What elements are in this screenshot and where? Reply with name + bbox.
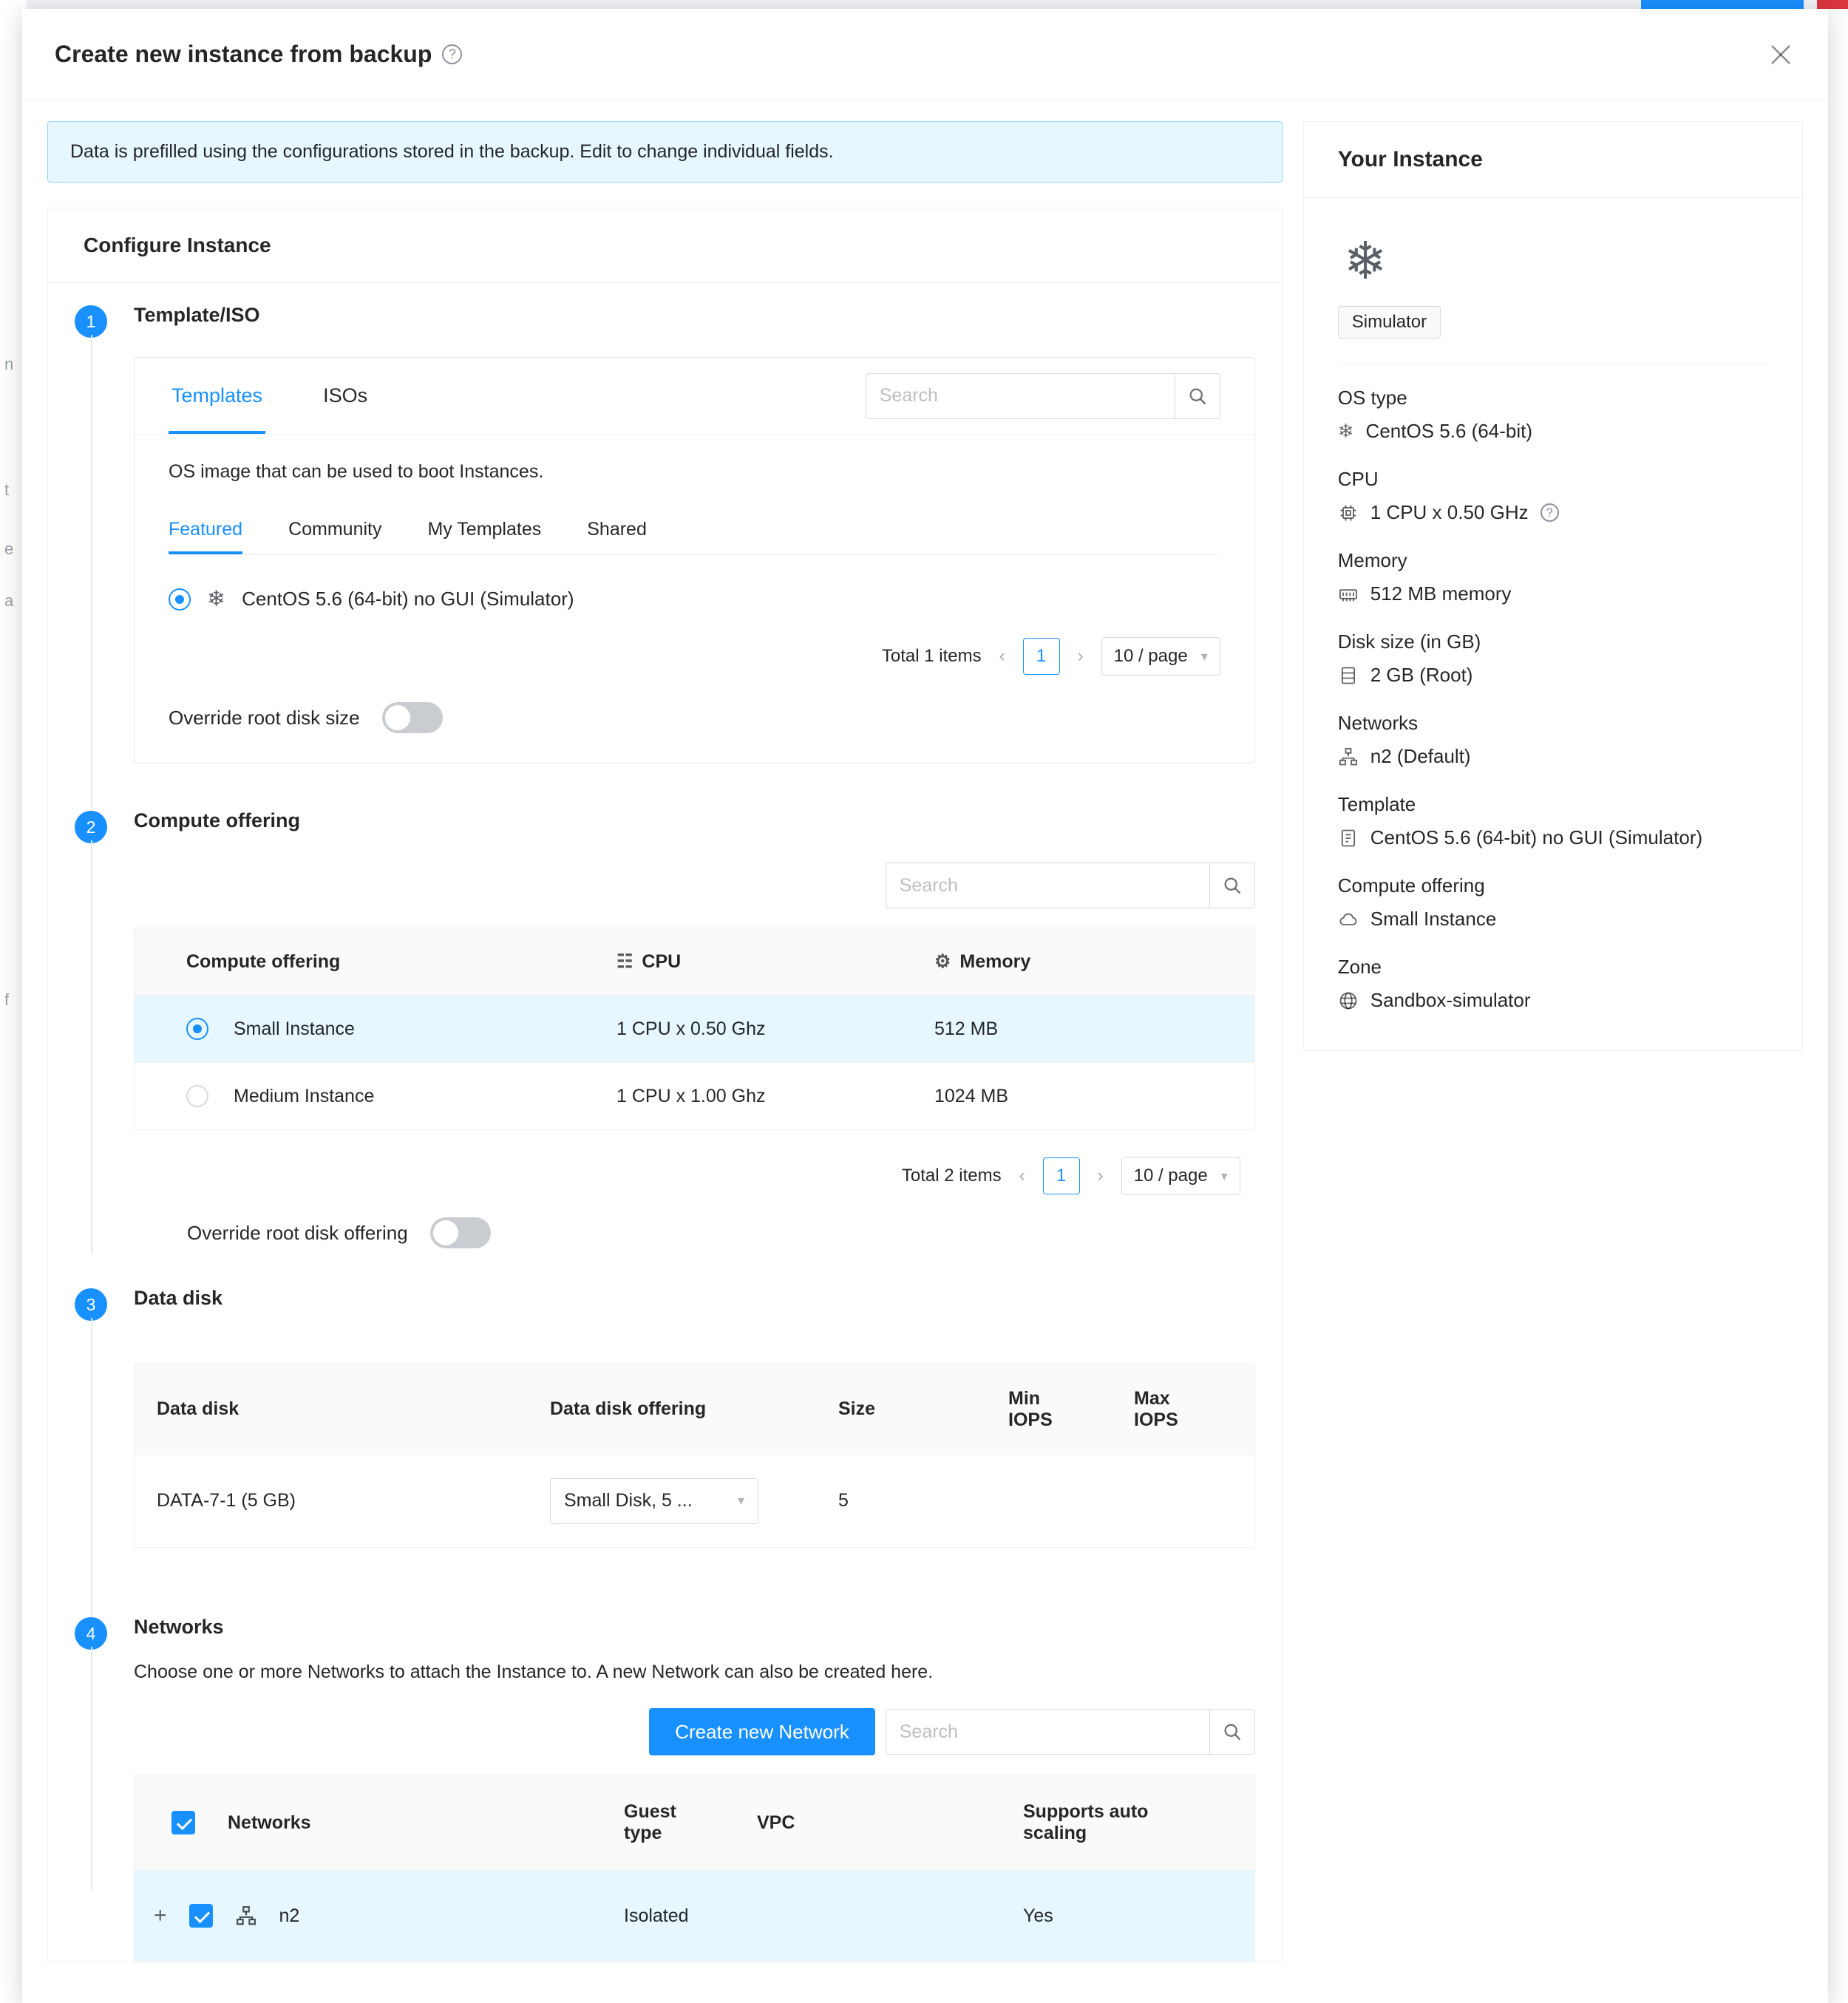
label-os-type: OS type — [1337, 387, 1407, 409]
col-memory-label: Memory — [959, 951, 1031, 972]
step-title-compute-offering: Compute offering — [134, 809, 300, 832]
label-networks: Networks — [1337, 712, 1419, 734]
cell-network-vpc — [741, 1871, 1007, 1962]
template-text: CentOS 5.6 (64-bit) no GUI (Simulator) — [1370, 826, 1703, 849]
compute-page-size-select[interactable] — [1121, 1157, 1240, 1195]
background-text: t — [4, 480, 10, 499]
cell-offering-cpu: 1 CPU x 0.50 Ghz — [600, 996, 918, 1063]
subtab-my-templates[interactable]: My Templates — [427, 519, 542, 540]
networks-table — [135, 1775, 1254, 1962]
disk-icon — [1338, 665, 1359, 686]
step-badge-2: 2 — [75, 811, 107, 843]
chevron-down-icon: ▾ — [1220, 1168, 1228, 1183]
background-right-strip — [1826, 0, 1848, 2003]
cell-data-disk-name: DATA-7-1 (5 GB) — [135, 1455, 534, 1548]
networks-search-input[interactable] — [886, 1709, 1209, 1755]
network-row-checkbox[interactable] — [189, 1904, 213, 1928]
compute-total-items: Total 2 items — [901, 1166, 1002, 1186]
your-instance-title: Your Instance — [1304, 122, 1802, 198]
chevron-down-icon: ▾ — [1200, 648, 1208, 664]
template-pagination — [169, 637, 1220, 676]
networks-description: Choose one or more Networks to attach the Instance to. A new Network can also be created here. — [134, 1662, 934, 1682]
step-connector — [91, 840, 92, 1254]
col-networks-label: Networks — [228, 1812, 311, 1833]
col-networks — [135, 1775, 608, 1871]
table-header-row — [135, 1364, 1254, 1455]
override-root-disk-size-row — [169, 702, 1220, 733]
cell-data-disk-max-iops — [1118, 1455, 1254, 1548]
template-total-items: Total 1 items — [881, 646, 982, 666]
cell-offering-cpu: 1 CPU x 1.00 Ghz — [600, 1063, 918, 1130]
label-cpu: CPU — [1337, 468, 1379, 490]
cpu-text: 1 CPU x 0.50 GHz — [1370, 501, 1529, 523]
disk-size-text: 2 GB (Root) — [1370, 664, 1473, 686]
value-disk-size — [1338, 664, 1768, 687]
override-root-disk-offering-row — [187, 1217, 1282, 1248]
cpu-icon: ☷ — [616, 951, 633, 972]
create-instance-modal — [22, 9, 1828, 2003]
subtab-featured[interactable]: Featured — [169, 505, 242, 554]
template-search-input[interactable] — [866, 373, 1175, 419]
template-page-1[interactable]: 1 — [1023, 638, 1060, 675]
background-text: a — [4, 591, 14, 610]
data-disk-section — [134, 1364, 1255, 1548]
compute-search-row — [134, 863, 1255, 908]
search-icon[interactable] — [1209, 863, 1255, 908]
compute-offering-radio[interactable] — [186, 1018, 208, 1040]
compute-offering-table — [135, 928, 1254, 1130]
modal-body — [22, 101, 1828, 1962]
label-disk-size: Disk size (in GB) — [1337, 630, 1481, 653]
col-cpu-label: CPU — [642, 951, 682, 972]
label-compute-offering: Compute offering — [1337, 874, 1485, 897]
compute-pagination — [134, 1157, 1240, 1195]
step-connector — [91, 1647, 92, 1891]
table-row[interactable] — [135, 996, 1254, 1063]
tab-templates[interactable]: Templates — [169, 358, 265, 434]
page-title: Create new instance from backup — [55, 41, 432, 67]
networks-actions — [134, 1708, 1255, 1755]
data-disk-table — [135, 1364, 1254, 1548]
table-header-row — [135, 1775, 1254, 1871]
value-zone — [1338, 989, 1768, 1012]
compute-offering-section — [134, 863, 1255, 1195]
expand-row-icon[interactable]: + — [154, 1903, 167, 1928]
memory-icon — [1338, 584, 1359, 605]
data-disk-table-wrap — [134, 1364, 1255, 1548]
col-guest-type: Guest type — [608, 1775, 741, 1871]
tab-isos[interactable]: ISOs — [323, 384, 368, 407]
template-option-label: CentOS 5.6 (64-bit) no GUI (Simulator) — [242, 588, 574, 610]
step-badge-4: 4 — [75, 1617, 107, 1650]
template-prev-page[interactable]: ‹ — [999, 646, 1005, 666]
step-connector — [91, 1318, 92, 1643]
configure-instance-column — [47, 121, 1283, 1962]
status-badge: Simulator — [1338, 306, 1441, 339]
cell-network-name[interactable] — [135, 1871, 608, 1962]
subtab-community[interactable]: Community — [288, 519, 382, 540]
table-row[interactable] — [135, 1871, 1254, 1962]
step-title-networks: Networks — [134, 1616, 224, 1638]
compute-search — [886, 863, 1255, 908]
your-instance-body — [1304, 198, 1802, 1050]
table-row — [135, 1455, 1254, 1548]
step-template-iso — [48, 283, 1282, 338]
zone-text: Sandbox-simulator — [1370, 989, 1531, 1011]
chevron-down-icon: ▾ — [737, 1493, 744, 1508]
configure-instance-header — [47, 208, 1283, 283]
template-tabs — [135, 358, 1254, 435]
network-name: n2 — [279, 1905, 300, 1926]
step-badge-1: 1 — [75, 305, 107, 338]
subtab-shared[interactable]: Shared — [587, 519, 647, 540]
template-search — [866, 373, 1220, 419]
background-top-close — [1817, 0, 1848, 9]
cell-network-auto-scaling: Yes — [1007, 1871, 1254, 1962]
template-description: OS image that can be used to boot Instances. — [169, 461, 544, 482]
your-instance-card — [1303, 121, 1803, 1051]
step-badge-3: 3 — [75, 1288, 107, 1321]
cell-offering-memory: 512 MB — [918, 996, 1254, 1063]
table-header-row — [135, 928, 1254, 996]
col-max-iops: Max IOPS — [1118, 1364, 1254, 1455]
col-memory — [918, 928, 1254, 996]
centos-icon: ❄ — [1343, 232, 1387, 290]
step-networks — [48, 1595, 1282, 1650]
template-next-page[interactable]: › — [1077, 646, 1084, 666]
compute-prev-page[interactable]: ‹ — [1019, 1166, 1025, 1186]
table-row[interactable] — [135, 1063, 1254, 1130]
memory-icon: ⚙ — [934, 951, 951, 972]
compute-search-input[interactable] — [886, 863, 1209, 908]
label-memory: Memory — [1337, 549, 1407, 571]
networks-select-all-checkbox[interactable] — [171, 1811, 195, 1834]
close-icon[interactable] — [1766, 40, 1796, 69]
background-text: e — [4, 540, 14, 558]
prefill-alert-text: Data is prefilled using the configurations stored in the backup. Edit to change individual fields. — [70, 141, 834, 162]
your-instance-column — [1303, 121, 1803, 1962]
configure-instance-title: Configure Instance — [84, 234, 271, 256]
compute-offering-name: Small Instance — [234, 1018, 355, 1039]
memory-text: 512 MB memory — [1370, 582, 1512, 605]
background-top-button — [1641, 0, 1804, 9]
override-root-disk-offering-toggle[interactable] — [430, 1217, 491, 1248]
background-text: n — [4, 355, 14, 373]
networks-section — [134, 1662, 1255, 1962]
cell-data-disk-offering — [534, 1455, 822, 1548]
col-data-disk: Data disk — [135, 1364, 534, 1455]
col-vpc: VPC — [741, 1775, 1007, 1871]
label-template: Template — [1337, 793, 1416, 815]
value-template — [1338, 826, 1768, 849]
networks-search — [886, 1709, 1255, 1755]
search-icon[interactable] — [1175, 373, 1220, 419]
col-cpu — [600, 928, 918, 996]
compute-offering-radio[interactable] — [186, 1085, 208, 1107]
col-data-disk-offering: Data disk offering — [534, 1364, 822, 1455]
cell-data-disk-size: 5 — [822, 1455, 992, 1548]
col-min-iops: Min IOPS — [992, 1364, 1118, 1455]
template-icon — [1338, 828, 1359, 849]
step-title-data-disk: Data disk — [134, 1287, 223, 1309]
data-disk-offering-select[interactable] — [550, 1478, 758, 1524]
networks-text: n2 (Default) — [1370, 745, 1471, 767]
cell-offering-name[interactable] — [135, 1063, 600, 1130]
centos-icon: ❄ — [1337, 420, 1354, 442]
compute-next-page[interactable]: › — [1097, 1166, 1104, 1186]
cell-data-disk-min-iops — [992, 1455, 1118, 1548]
template-option-row[interactable] — [169, 588, 1220, 611]
template-subtabs — [169, 505, 1220, 555]
search-icon[interactable] — [1209, 1709, 1255, 1755]
step-title-template-iso: Template/ISO — [134, 304, 260, 326]
centos-icon: ❄ — [207, 586, 226, 611]
col-auto-scaling: Supports auto scaling — [1007, 1775, 1254, 1871]
prefill-alert — [47, 121, 1283, 183]
template-card-body — [135, 435, 1254, 763]
cell-offering-memory: 1024 MB — [918, 1063, 1254, 1130]
override-root-disk-size-label: Override root disk size — [169, 706, 360, 729]
label-zone: Zone — [1337, 956, 1382, 978]
compute-offering-text: Small Instance — [1370, 908, 1497, 930]
template-section — [134, 357, 1255, 764]
step-connector — [91, 335, 92, 852]
create-new-network-button[interactable]: Create new Network — [649, 1708, 875, 1755]
cell-network-guest-type: Isolated — [608, 1871, 741, 1962]
data-disk-offering-value: Small Disk, 5 ... — [564, 1490, 693, 1511]
background-text: f — [4, 990, 10, 1009]
override-root-disk-size-toggle[interactable] — [382, 702, 443, 733]
network-icon — [1338, 747, 1359, 767]
col-size: Size — [822, 1364, 992, 1455]
os-type-text: CentOS 5.6 (64-bit) — [1365, 420, 1532, 442]
networks-table-wrap — [134, 1775, 1255, 1962]
globe-icon — [1338, 990, 1359, 1011]
cpu-icon — [1338, 503, 1359, 523]
template-page-size-label: 10 / page — [1113, 646, 1188, 666]
value-networks — [1338, 745, 1768, 768]
cell-offering-name[interactable] — [135, 996, 600, 1063]
compute-page-1[interactable]: 1 — [1043, 1157, 1080, 1194]
override-root-disk-offering-label: Override root disk offering — [187, 1221, 408, 1244]
cloud-icon — [1338, 909, 1359, 930]
compute-page-size-label: 10 / page — [1133, 1166, 1208, 1186]
network-icon — [235, 1905, 257, 1927]
value-memory — [1338, 582, 1768, 605]
template-radio[interactable] — [169, 588, 191, 611]
compute-offering-table-wrap — [134, 928, 1255, 1130]
value-compute-offering — [1338, 908, 1768, 931]
step-data-disk — [48, 1266, 1282, 1321]
question-circle-icon[interactable]: ? — [442, 44, 462, 64]
template-card — [134, 357, 1255, 764]
col-compute-offering: Compute offering — [135, 928, 600, 996]
question-circle-icon[interactable]: ? — [1540, 503, 1559, 522]
configure-instance-panel — [47, 283, 1283, 1962]
value-os-type — [1338, 420, 1768, 443]
step-compute-offering — [48, 789, 1282, 843]
template-page-size-select[interactable] — [1101, 637, 1220, 676]
modal-header — [22, 9, 1828, 101]
value-cpu — [1338, 501, 1768, 524]
compute-offering-name: Medium Instance — [234, 1085, 375, 1106]
